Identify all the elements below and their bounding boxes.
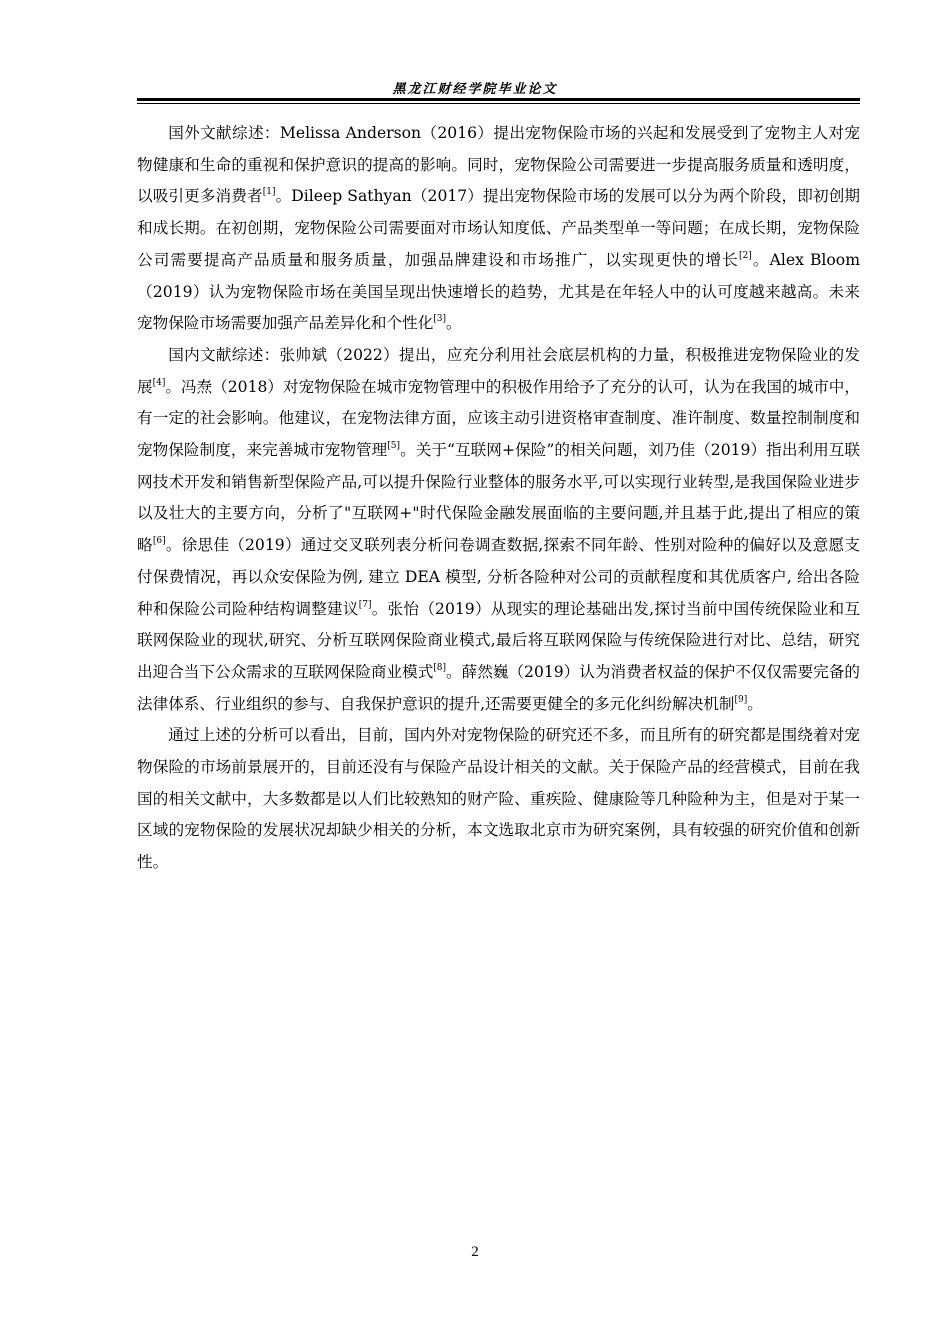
citation-ref: [8] bbox=[433, 662, 447, 673]
citation-ref: [1] bbox=[262, 187, 276, 198]
running-header-title: 黑龙江财经学院毕业论文 bbox=[392, 82, 558, 97]
paragraph-text: 。徐思佳（2019）通过交叉联列表分析问卷调查数据,探索不同年龄、性别对险种的偏好以及意愿支付保费情况，再以众安保险为例, 建立 DEA 模型, 分析各险种对公司的贡献程度和其优质客户, 给出各险种和保险公司险种结构调整建议 bbox=[137, 536, 860, 618]
page-number: 2 bbox=[471, 1244, 479, 1260]
header-rule-thin bbox=[137, 103, 860, 104]
citation-ref: [7] bbox=[358, 599, 372, 610]
citation-ref: [4] bbox=[152, 377, 166, 388]
paragraph-text: 国内文献综述：张帅斌（2022）提出，应充分利用社会底层机构的力量，积极推进宠物保险业的发展 bbox=[137, 345, 860, 396]
paragraph-text: 。薛然巍（2019）认为消费者权益的保护不仅仅需要完备的法律体系、行业组织的参与、自我保护意识的提升,还需要更健全的多元化纠纷解决机制 bbox=[137, 662, 860, 713]
paragraph-foreign-literature-review bbox=[137, 118, 860, 340]
paragraph-text: 。Alex Bloom（2019）认为宠物保险市场在美国呈现出快速增长的趋势，尤其是在年轻人中的认可度越来越高。未来宠物保险市场需要加强产品差异化和个性化 bbox=[137, 250, 860, 333]
citation-ref: [3] bbox=[433, 314, 447, 325]
paragraph-text: 。关于“互联网+保险”的相关问题，刘乃佳（2019）指出利用互联网技术开发和销售新型保险产品,可以提升保险行业整体的服务水平,可以实现行业转型,是我国保险业进步以及壮大的主要方向，分析了"互联网+"时代保险金融发展面临的主要问题,并且基于此,提出了相应的策略 bbox=[137, 441, 860, 555]
header-rule-thick bbox=[137, 98, 860, 101]
paragraph-text: 。Dileep Sathyan（2017）提出宠物保险市场的发展可以分为两个阶段，即初创期和成长期。在初创期，宠物保险公司需要面对市场认知度低、产品类型单一等问题；在成长期，宠物保险公司需要提高产品质量和服务质量，加强品牌建设和市场推广，以实现更快的增长 bbox=[137, 187, 860, 269]
paragraph-text: 国外文献综述：Melissa Anderson（2016）提出宠物保险市场的兴起和发展受到了宠物主人对宠物健康和生命的重视和保护意识的提高的影响。同时，宠物保险公司需要进一步提高服务质量和透明度，以吸引更多消费者 bbox=[137, 124, 860, 206]
citation-ref: [5] bbox=[387, 441, 401, 452]
body-text bbox=[137, 118, 860, 879]
paragraph-text: 。 bbox=[446, 314, 462, 333]
paragraph-text: 通过上述的分析可以看出，目前，国内外对宠物保险的研究还不多，而且所有的研究都是围绕着对宠物保险的市场前景展开的，目前还没有与保险产品设计相关的文献。关于保险产品的经营模式，目前在我国的相关文献中，大多数都是以人们比较熟知的财产险、重疾险、健康险等几种险种为主，但是对于某一区域的宠物保险的发展状况却缺少相关的分析，本文选取北京市为研究案例，具有较强的研究价值和创新性。 bbox=[137, 726, 860, 872]
citation-ref: [9] bbox=[734, 694, 748, 705]
citation-ref: [2] bbox=[739, 250, 752, 261]
paragraph-domestic-literature-review bbox=[137, 340, 860, 720]
paragraph-analysis-summary bbox=[137, 720, 860, 879]
citation-ref: [6] bbox=[152, 536, 166, 547]
paragraph-text: 。张怡（2019）从现实的理论基础出发,探讨当前中国传统保险业和互联网保险业的现状,研究、分析互联网保险商业模式,最后将互联网保险与传统保险进行对比、总结，研究出迎合当下公众需求的互联网保险商业模式 bbox=[137, 599, 860, 681]
paragraph-text: 。冯焘（2018）对宠物保险在城市宠物管理中的积极作用给予了充分的认可，认为在我国的城市中，有一定的社会影响。他建议，在宠物法律方面，应该主动引进资格审查制度、准许制度、数量控制制度和宠物保险制度，来完善城市宠物管理 bbox=[137, 377, 860, 460]
paragraph-text: 。 bbox=[747, 694, 763, 713]
